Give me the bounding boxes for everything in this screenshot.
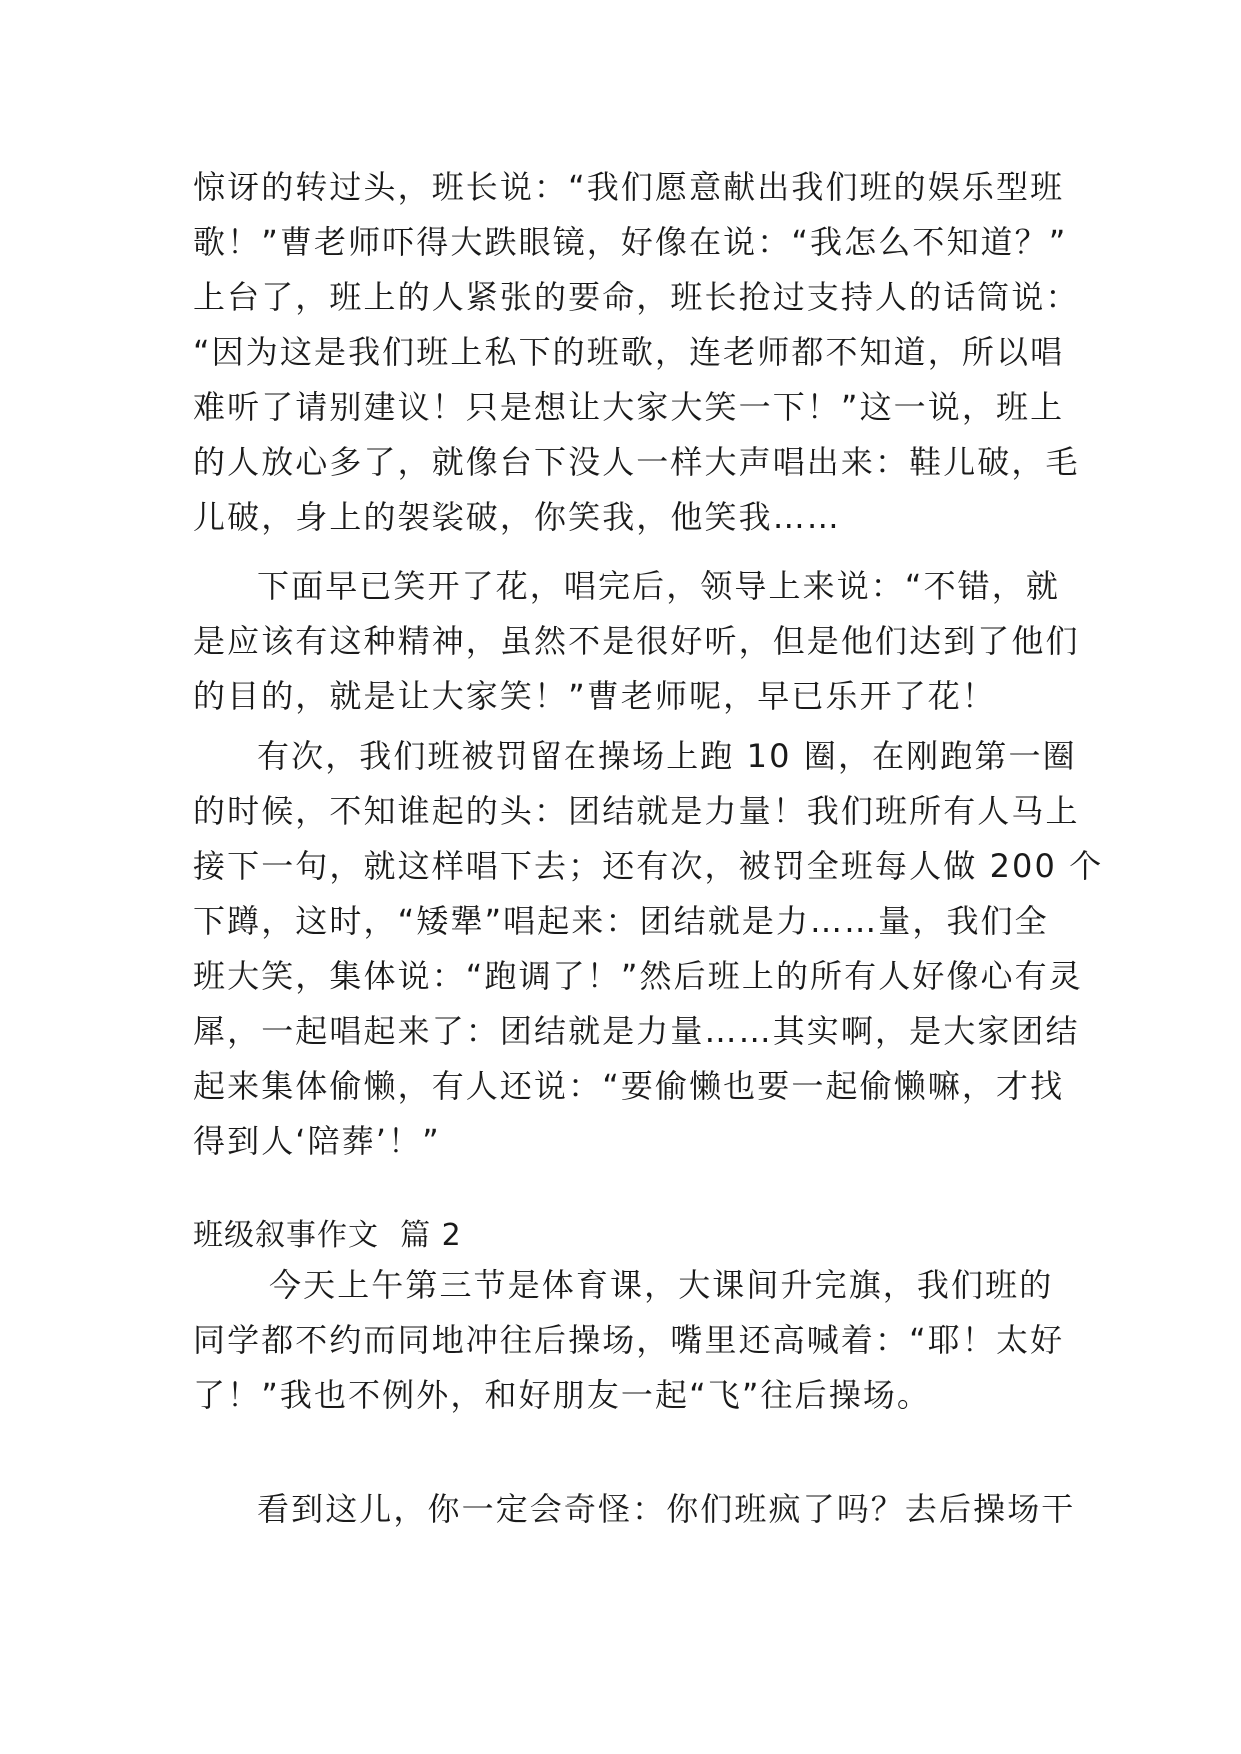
text-line: 是应该有这种精神，虽然不是很好听，但是他们达到了他们: [193, 622, 1080, 660]
text-line: 歌！”曹老师吓得大跌眼镜，好像在说：“我怎么不知道？”: [193, 223, 1068, 261]
section-heading: 班级叙事作文 篇 2: [193, 1218, 462, 1253]
text-line: 的目的，就是让大家笑！”曹老师呢，早已乐开了花！: [193, 677, 996, 715]
text-line: 惊讶的转过头，班长说：“我们愿意献出我们班的娱乐型班: [193, 168, 1065, 206]
text-line: 下蹲，这时，“矮犟”唱起来：团结就是力……量，我们全: [193, 902, 1049, 940]
text-line: 上台了，班上的人紧张的要命，班长抢过支持人的话筒说：: [193, 278, 1080, 316]
text-line: 接下一句，就这样唱下去；还有次，被罚全班每人做 200 个: [193, 847, 1104, 885]
paragraph-4: [193, 1258, 1065, 1423]
text-line: 的人放心多了，就像台下没人一样大声唱出来：鞋儿破，毛: [193, 443, 1080, 481]
text-line: 难听了请别建议！只是想让大家大笑一下！”这一说，班上: [193, 388, 1065, 426]
text-line: 班大笑，集体说：“跑调了！”然后班上的所有人好像心有灵: [193, 957, 1083, 995]
text-line: 犀，一起唱起来了：团结就是力量……其实啊，是大家团结: [193, 1012, 1080, 1050]
text-line: 有次，我们班被罚留在操场上跑 10 圈，在刚跑第一圈: [257, 737, 1077, 775]
text-line: 下面早已笑开了花，唱完后，领导上来说：“不错，就: [257, 567, 1060, 605]
text-line: “因为这是我们班上私下的班歌，连老师都不知道，所以唱: [193, 333, 1065, 371]
paragraph-5: [193, 1482, 1076, 1537]
paragraph-3: [193, 729, 1104, 1169]
paragraph-2: [193, 559, 1080, 724]
text-line: 看到这儿，你一定会奇怪：你们班疯了吗？去后操场干: [257, 1490, 1076, 1528]
text-line: 起来集体偷懒，有人还说：“要偷懒也要一起偷懒嘛，才找: [193, 1067, 1065, 1105]
text-line: 得到人‘陪葬’！”: [193, 1122, 441, 1160]
text-line: 的时候，不知谁起的头：团结就是力量！我们班所有人马上: [193, 792, 1080, 830]
text-line: 同学都不约而同地冲往后操场，嘴里还高喊着：“耶！太好: [193, 1321, 1065, 1359]
text-line: 了！”我也不例外，和好朋友一起“飞”往后操场。: [193, 1376, 932, 1414]
paragraph-1: [193, 160, 1080, 545]
text-line: 今天上午第三节是体育课，大课间升完旗，我们班的: [269, 1266, 1054, 1304]
text-line: 儿破，身上的袈裟破，你笑我，他笑我……: [193, 498, 841, 536]
